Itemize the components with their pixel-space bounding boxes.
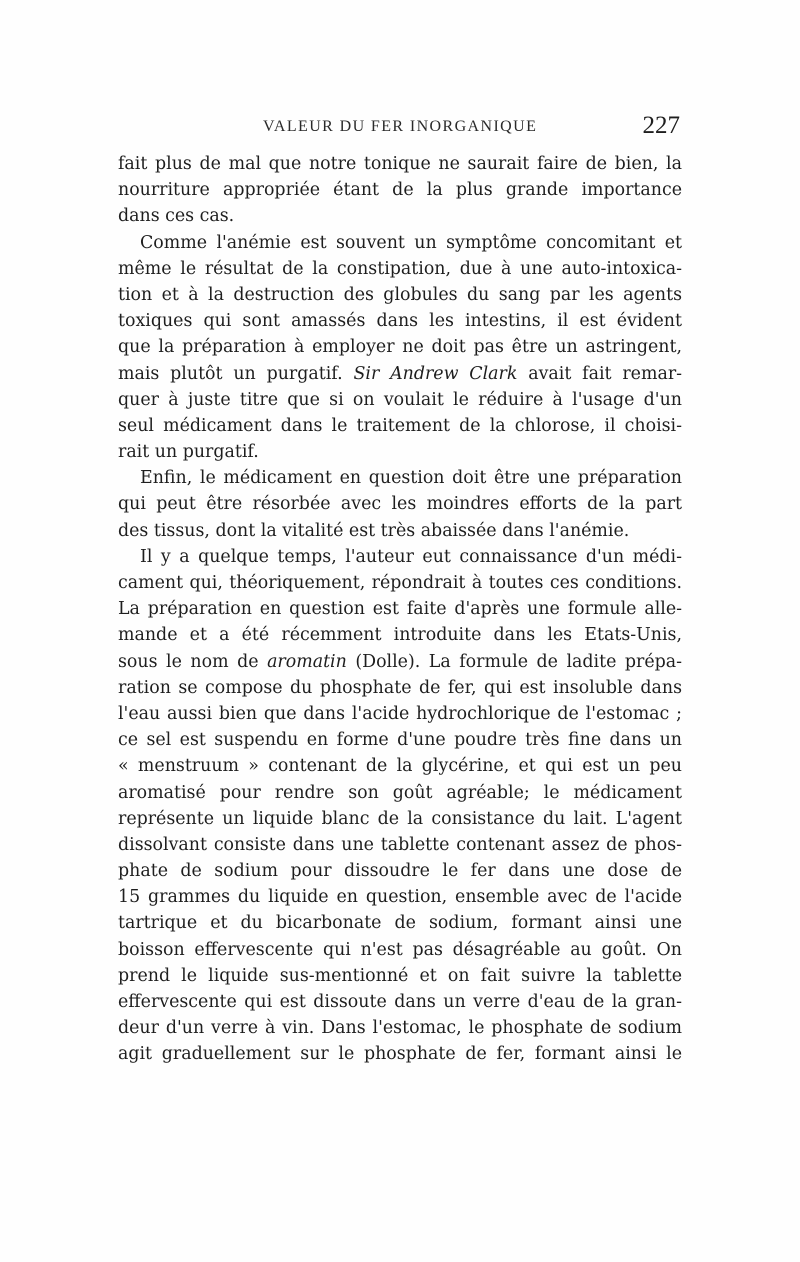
text-line: Enfin, le médicament en question doit être une préparation <box>140 468 682 489</box>
text-line: tartrique et du bicarbonate de sodium, formant ainsi une <box>118 913 682 934</box>
text-line: qui peut être résorbée avec les moindres efforts de la part <box>118 494 682 515</box>
text-line-with-name <box>118 649 682 675</box>
text-line: rait un purgatif. <box>118 442 259 463</box>
text-line: deur d'un verre à vin. Dans l'estomac, le phosphate de sodium <box>118 1018 682 1039</box>
text-line: même le résultat de la constipation, due à une auto-intoxica- <box>118 258 682 279</box>
text-line: prend le liquide sus-mentionné et on fait suivre la tablette <box>118 965 682 986</box>
italic-product-name: aromatin <box>267 651 347 672</box>
text-line: « menstruum » contenant de la glycérine, et qui est un peu <box>118 756 682 777</box>
text-line: effervescente qui est dissoute dans un verre d'eau de la gran- <box>118 992 682 1012</box>
text-line: ce sel est suspendu en forme d'une poudre très fine dans un <box>118 730 682 751</box>
text-line: l'eau aussi bien que dans l'acide hydrochlorique de l'estomac ; <box>118 703 682 724</box>
text-line: La préparation en question est faite d'après une formule alle- <box>118 599 682 620</box>
text-line: nourriture appropriée étant de la plus grande importance <box>118 180 682 201</box>
text-line: dissolvant consiste dans une tablette contenant assez de phos- <box>118 834 682 855</box>
text-line: dans ces cas. <box>118 206 235 227</box>
text-line: aromatisé pour rendre son goût agréable; le médicament <box>118 782 682 803</box>
paragraph-1 <box>118 151 682 230</box>
text-line-with-name <box>118 361 682 387</box>
text-line: Il y a quelque temps, l'auteur eut connaissance d'un médi- <box>140 546 682 567</box>
text-segment: avait fait remar- <box>528 363 683 384</box>
text-line: fait plus de mal que notre tonique ne saurait faire de bien, la <box>118 154 682 174</box>
text-segment: (Dolle). La formule de ladite prépa- <box>355 651 683 672</box>
text-line: ration se compose du phosphate de fer, qui est insoluble dans <box>118 677 682 698</box>
running-title: VALEUR DU FER INORGANIQUE <box>263 118 538 135</box>
text-segment: mais plutôt un purgatif. <box>118 363 343 384</box>
text-line: mande et a été récemment introduite dans les Etats-Unis, <box>118 625 682 646</box>
text-line: représente un liquide blanc de la consistance du lait. L'agent <box>118 808 682 829</box>
paragraph-2 <box>118 230 682 466</box>
text-line: boisson effervescente qui n'est pas désagréable au goût. On <box>118 939 682 960</box>
paragraph-3 <box>118 465 682 544</box>
page-header <box>118 112 684 142</box>
body-text <box>118 151 682 1068</box>
text-line: quer à juste titre que si on voulait le réduire à l'usage d'un <box>118 389 682 410</box>
italic-name: Sir Andrew Clark <box>353 363 518 384</box>
text-line: phate de sodium pour dissoudre le fer dans une dose de <box>118 861 682 882</box>
text-line: 15 grammes du liquide en question, ensemble avec de l'acide <box>118 887 682 908</box>
paragraph-4 <box>118 544 682 1068</box>
text-line: agit graduellement sur le phosphate de fer, formant ainsi le <box>118 1044 682 1065</box>
text-line: des tissus, dont la vitalité est très abaissée dans l'anémie. <box>118 520 630 541</box>
text-segment: sous le nom de <box>118 651 259 672</box>
text-line: que la préparation à employer ne doit pas être un astringent, <box>118 337 682 358</box>
page-number: 227 <box>642 112 680 139</box>
text-line: toxiques qui sont amassés dans les intestins, il est évident <box>118 311 682 332</box>
text-line: seul médicament dans le traitement de la chlorose, il choisi- <box>118 415 682 436</box>
text-line: Comme l'anémie est souvent un symptôme concomitant et <box>140 232 682 253</box>
text-line: tion et à la destruction des globules du sang par les agents <box>118 284 682 305</box>
text-line: cament qui, théoriquement, répondrait à toutes ces conditions. <box>118 573 682 593</box>
